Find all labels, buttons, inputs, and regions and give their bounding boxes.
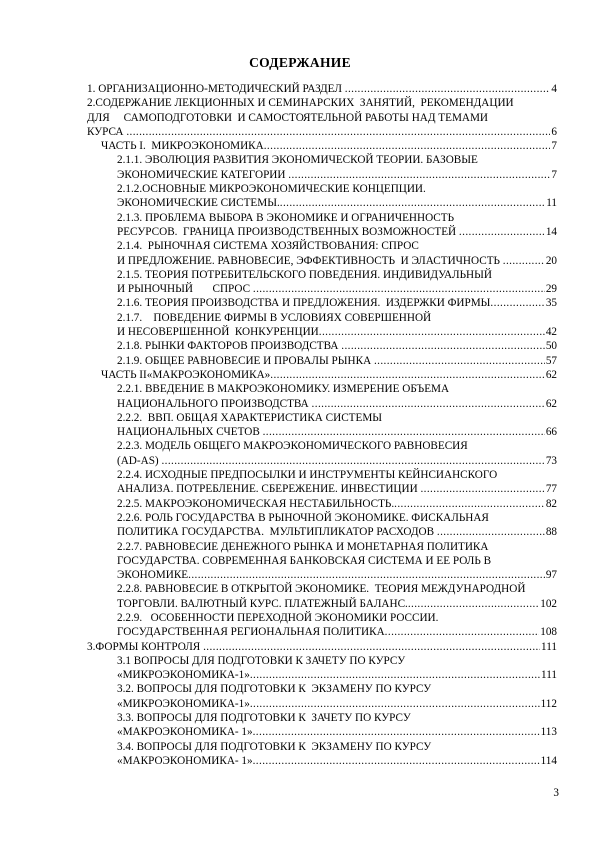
- toc-entry-line: [117, 725, 557, 739]
- toc-entry-line: [117, 153, 557, 167]
- toc-entry-text: 3.ФОРМЫ КОНТРОЛЯ: [87, 640, 204, 653]
- toc-entry-text: ТОРГОВЛИ. ВАЛЮТНЫЙ КУРС. ПЛАТЕЖНЫЙ БАЛАНС.: [117, 597, 408, 610]
- dot-leader: [280, 196, 545, 210]
- toc-entry-text: ДЛЯ САМОПОДГОТОВКИ И САМОСТОЯТЕЛЬНОЙ РАБОТЫ НАД ТЕМАМИ: [87, 111, 489, 124]
- toc-entry-line: [117, 439, 557, 453]
- dot-leader: [459, 225, 545, 239]
- dot-leader: [345, 82, 551, 96]
- toc-entry-line: [117, 354, 557, 368]
- toc-entry-line: [117, 282, 557, 296]
- dot-leader: [250, 668, 540, 682]
- toc-entry-line: [117, 254, 557, 268]
- toc-entry-line: [117, 468, 557, 482]
- toc-entry[interactable]: [117, 411, 557, 440]
- toc-entry-text: ГОСУДАРСТВЕННАЯ РЕГИОНАЛЬНАЯ ПОЛИТИКА: [117, 626, 385, 639]
- dot-leader: [503, 254, 545, 268]
- toc-entry-text: 2.1.4. РЫНОЧНАЯ СИСТЕМА ХОЗЯЙСТВОВАНИЯ: СПРОС: [117, 240, 419, 253]
- dot-leader: [203, 640, 540, 654]
- toc-page-number: 88: [545, 526, 557, 539]
- toc-entry[interactable]: [117, 239, 557, 268]
- toc-entry-text: НАЦИОНАЛЬНЫХ СЧЕТОВ: [117, 426, 263, 439]
- toc-entry[interactable]: [117, 654, 557, 683]
- toc-entry-text: ЭКОНОМИЧЕСКИЕ СИСТЕМЫ.: [117, 197, 280, 210]
- toc-entry[interactable]: [87, 640, 557, 654]
- toc-entry-text: И РЫНОЧНЫЙ СПРОС: [117, 283, 253, 296]
- table-of-contents: [87, 82, 557, 768]
- toc-entry-text: ПОЛИТИКА ГОСУДАРСТВА. МУЛЬТИПЛИКАТОР РАСХОДОВ: [117, 526, 437, 539]
- toc-entry[interactable]: [117, 540, 557, 583]
- toc-entry-text: НАЦИОНАЛЬНОГО ПРОИЗВОДСТВА: [117, 397, 312, 410]
- toc-entry-line: [117, 225, 557, 239]
- toc-entry-text: «МИКРОЭКОНОМИКА-1»: [117, 669, 250, 682]
- toc-page-number: 112: [540, 697, 557, 710]
- toc-entry-text: 2.2.7. РАВНОВЕСИЕ ДЕНЕЖНОГО РЫНКА И МОНЕТАРНАЯ ПОЛИТИКА: [117, 540, 489, 553]
- toc-page-number: 11: [546, 197, 557, 210]
- toc-entry-text: 2.1.1. ЭВОЛЮЦИЯ РАЗВИТИЯ ЭКОНОМИЧЕСКОЙ ТЕОРИИ. БАЗОВЫЕ: [117, 154, 478, 167]
- toc-entry[interactable]: [117, 311, 557, 340]
- toc-entry[interactable]: [117, 468, 557, 497]
- toc-entry-line: [117, 625, 557, 639]
- dot-leader: [341, 339, 545, 353]
- toc-page-number: 77: [545, 483, 557, 496]
- toc-entry-text: ГОСУДАРСТВА. СОВРЕМЕННАЯ БАНКОВСКАЯ СИСТЕМА И ЕЕ РОЛЬ В: [117, 554, 492, 567]
- toc-page-number: 114: [540, 754, 557, 767]
- toc-entry-text: 2.2.2. ВВП. ОБЩАЯ ХАРАКТЕРИСТИКА СИСТЕМЫ: [117, 411, 383, 424]
- toc-entry-line: [117, 196, 557, 210]
- toc-entry-line: [87, 96, 557, 110]
- toc-entry-line: [117, 397, 557, 411]
- toc-page-number: 29: [545, 283, 557, 296]
- toc-entry-line: [117, 268, 557, 282]
- dot-leader: [253, 754, 540, 768]
- toc-page-number: 66: [545, 426, 557, 439]
- toc-page-number: 6: [551, 125, 557, 138]
- toc-page-number: 35: [545, 297, 557, 310]
- toc-entry-text: «МАКРОЭКОНОМИКА- 1»: [117, 754, 253, 767]
- toc-entry-text: 3.1 ВОПРОСЫ ДЛЯ ПОДГОТОВКИ К ЗАЧЕТУ ПО КУРСУ: [117, 654, 406, 667]
- toc-entry[interactable]: [117, 740, 557, 769]
- toc-entry-text: ЭКОНОМИЧЕСКИЕ КАТЕГОРИИ: [117, 168, 289, 181]
- toc-entry-line: [117, 382, 557, 396]
- toc-entry-line: [117, 325, 557, 339]
- toc-page-number: 111: [541, 640, 557, 653]
- toc-entry-text: АНАЛИЗА. ПОТРЕБЛЕНИЕ. СБЕРЕЖЕНИЕ. ИНВЕСТИЦИИ: [117, 483, 421, 496]
- toc-page-number: 73: [545, 454, 557, 467]
- dot-leader: [319, 325, 545, 339]
- toc-entry[interactable]: [117, 339, 557, 353]
- toc-entry-text: «МИКРОЭКОНОМИКА-1»: [117, 697, 250, 710]
- toc-entry-text: «МАКРОЭКОНОМИКА- 1»: [117, 726, 253, 739]
- toc-entry-text: 2.2.3. МОДЕЛЬ ОБЩЕГО МАКРОЭКОНОМИЧЕСКОГО РАВНОВЕСИЯ: [117, 440, 468, 453]
- toc-entry-text: 2.1.7. ПОВЕДЕНИЕ ФИРМЫ В УСЛОВИЯХ СОВЕРШЕННОЙ: [117, 311, 432, 324]
- dot-leader: [250, 697, 540, 711]
- toc-entry-text: 2.СОДЕРЖАНИЕ ЛЕКЦИОННЫХ И СЕМИНАРСКИХ ЗАНЯТИЙ, РЕКОМЕНДАЦИИ: [87, 97, 514, 110]
- toc-entry-text: (AD-AS): [117, 454, 162, 467]
- toc-entry-line: [117, 568, 557, 582]
- toc-page-number: 7: [551, 140, 557, 153]
- dot-leader: [264, 139, 551, 153]
- toc-entry-line: [87, 640, 557, 654]
- dot-leader: [188, 568, 545, 582]
- toc-entry-line: [117, 668, 557, 682]
- toc-entry-line: [117, 611, 557, 625]
- dot-leader: [263, 425, 545, 439]
- toc-entry-text: 2.2.6. РОЛЬ ГОСУДАРСТВА В РЫНОЧНОЙ ЭКОНОМИКЕ. ФИСКАЛЬНАЯ: [117, 511, 489, 524]
- toc-entry[interactable]: [117, 439, 557, 468]
- toc-entry-text: ЧАСТЬ I. МИКРОЭКОНОМИКА: [101, 140, 264, 153]
- toc-page-number: 113: [540, 726, 557, 739]
- dot-leader: [420, 482, 544, 496]
- toc-entry-text: 3.4. ВОПРОСЫ ДЛЯ ПОДГОТОВКИ К ЭКЗАМЕНУ ПО КУРСУ: [117, 740, 432, 753]
- toc-entry-text: 2.1.8. РЫНКИ ФАКТОРОВ ПРОИЗВОДСТВА: [117, 340, 342, 353]
- toc-entry[interactable]: [101, 368, 557, 382]
- toc-page-number: 108: [540, 626, 557, 639]
- toc-entry-text: 1. ОРГАНИЗАЦИОННО-МЕТОДИЧЕСКИЙ РАЗДЕЛ: [87, 83, 345, 95]
- toc-entry-line: [117, 339, 557, 353]
- toc-entry-line: [117, 182, 557, 196]
- toc-entry-text: ЧАСТЬ II«МАКРОЭКОНОМИКА»: [101, 368, 271, 381]
- toc-page-number: 7: [551, 168, 557, 181]
- dot-leader: [126, 125, 550, 139]
- toc-page-number: 62: [545, 397, 557, 410]
- toc-entry[interactable]: [117, 382, 557, 411]
- toc-entry-text: КУРСА: [87, 125, 127, 138]
- toc-entry-text: 2.1.2.ОСНОВНЫЕ МИКРОЭКОНОМИЧЕСКИЕ КОНЦЕПЦИИ.: [117, 183, 426, 196]
- toc-entry-line: [117, 411, 557, 425]
- toc-entry-text: ЭКОНОМИКЕ: [117, 569, 189, 582]
- toc-entry-line: [117, 740, 557, 754]
- toc-entry-line: [117, 711, 557, 725]
- toc-page-number: 14: [545, 225, 557, 238]
- toc-entry[interactable]: [117, 182, 557, 211]
- toc-entry-line: [117, 296, 557, 310]
- dot-leader: [161, 454, 544, 468]
- toc-entry-line: [117, 540, 557, 554]
- toc-page-number: 42: [545, 326, 557, 339]
- toc-entry-text: И НЕСОВЕРШЕННОЙ КОНКУРЕНЦИИ: [117, 326, 319, 339]
- toc-entry-line: [117, 654, 557, 668]
- toc-entry[interactable]: [87, 82, 557, 96]
- toc-entry[interactable]: [117, 354, 557, 368]
- dot-leader: [394, 497, 545, 511]
- toc-entry[interactable]: [117, 153, 557, 182]
- toc-page-number: 111: [541, 669, 557, 682]
- toc-entry-line: [101, 368, 557, 382]
- page-number: 3: [553, 787, 559, 799]
- toc-entry-line: [117, 554, 557, 568]
- toc-entry-line: [117, 425, 557, 439]
- toc-page-number: 102: [540, 597, 557, 610]
- toc-entry-line: [117, 511, 557, 525]
- dot-leader: [288, 168, 550, 182]
- toc-entry[interactable]: [117, 582, 557, 611]
- toc-page-number: 20: [545, 254, 557, 267]
- toc-entry-text: 2.1.6. ТЕОРИЯ ПРОИЗВОДСТВА И ПРЕДЛОЖЕНИЯ. ИЗДЕРЖКИ ФИРМЫ: [117, 297, 491, 310]
- toc-entry[interactable]: [117, 268, 557, 297]
- toc-entry[interactable]: [117, 211, 557, 240]
- toc-entry-line: [117, 311, 557, 325]
- toc-entry-text: РЕСУРСОВ. ГРАНИЦА ПРОИЗВОДСТВЕННЫХ ВОЗМОЖНОСТЕЙ: [117, 225, 459, 238]
- toc-page-number: 97: [545, 569, 557, 582]
- toc-entry[interactable]: [117, 296, 557, 310]
- page-title: СОДЕРЖАНИЕ: [249, 55, 351, 70]
- dot-leader: [253, 725, 540, 739]
- toc-entry-line: [117, 497, 557, 511]
- toc-page-number: 62: [545, 368, 557, 381]
- toc-entry-line: [87, 111, 557, 125]
- toc-entry[interactable]: [117, 611, 557, 640]
- toc-entry-text: 3.2. ВОПРОСЫ ДЛЯ ПОДГОТОВКИ К ЭКЗАМЕНУ ПО КУРСУ: [117, 683, 432, 696]
- toc-entry-text: 2.2.1. ВВЕДЕНИЕ В МАКРОЭКОНОМИКУ. ИЗМЕРЕНИЕ ОБЪЕМА: [117, 383, 450, 396]
- dot-leader: [437, 525, 545, 539]
- dot-leader: [385, 625, 540, 639]
- toc-entry-line: [117, 454, 557, 468]
- toc-entry[interactable]: [117, 682, 557, 711]
- toc-page-number: 57: [545, 354, 557, 367]
- toc-entry-line: [117, 582, 557, 596]
- toc-entry-line: [117, 168, 557, 182]
- toc-entry-line: [117, 239, 557, 253]
- toc-entry-text: 2.2.9. ОСОБЕННОСТИ ПЕРЕХОДНОЙ ЭКОНОМИКИ РОССИИ.: [117, 611, 439, 624]
- toc-entry-text: 2.1.3. ПРОБЛЕМА ВЫБОРА В ЭКОНОМИКЕ И ОГРАНИЧЕННОСТЬ: [117, 211, 455, 224]
- toc-entry[interactable]: [101, 139, 557, 153]
- toc-entry-line: [117, 754, 557, 768]
- toc-entry-line: [117, 697, 557, 711]
- toc-entry[interactable]: [87, 96, 557, 139]
- toc-entry-text: 2.2.5. МАКРОЭКОНОМИЧЕСКАЯ НЕСТАБИЛЬНОСТЬ.: [117, 497, 395, 510]
- toc-entry-line: [101, 139, 557, 153]
- toc-entry[interactable]: [117, 711, 557, 740]
- toc-entry-text: И ПРЕДЛОЖЕНИЕ. РАВНОВЕСИЕ, ЭФФЕКТИВНОСТЬ И ЭЛАСТИЧНОСТЬ: [117, 254, 503, 267]
- toc-entry-line: [117, 211, 557, 225]
- toc-entry-line: [87, 82, 557, 96]
- toc-entry-text: 2.1.9. ОБЩЕЕ РАВНОВЕСИЕ И ПРОВАЛЫ РЫНКА: [117, 354, 374, 367]
- toc-entry[interactable]: [117, 497, 557, 511]
- toc-entry-line: [117, 682, 557, 696]
- dot-leader: [374, 354, 545, 368]
- toc-page-number: 4: [551, 83, 557, 95]
- toc-page-number: 50: [545, 340, 557, 353]
- dot-leader: [490, 296, 544, 310]
- toc-entry-line: [117, 525, 557, 539]
- toc-entry-text: 3.3. ВОПРОСЫ ДЛЯ ПОДГОТОВКИ К ЗАЧЕТУ ПО КУРСУ: [117, 712, 411, 725]
- dot-leader: [408, 597, 539, 611]
- toc-entry-text: 2.2.4. ИСХОДНЫЕ ПРЕДПОСЫЛКИ И ИНСТРУМЕНТЫ КЕЙНСИАНСКОГО: [117, 469, 498, 482]
- toc-entry-line: [87, 125, 557, 139]
- toc-entry[interactable]: [117, 511, 557, 540]
- dot-leader: [312, 397, 545, 411]
- toc-entry-text: 2.1.5. ТЕОРИЯ ПОТРЕБИТЕЛЬСКОГО ПОВЕДЕНИЯ. ИНДИВИДУАЛЬНЫЙ: [117, 268, 492, 281]
- dot-leader: [253, 282, 545, 296]
- toc-entry-line: [117, 597, 557, 611]
- toc-entry-line: [117, 482, 557, 496]
- dot-leader: [270, 368, 545, 382]
- toc-page-number: 82: [545, 497, 557, 510]
- toc-entry-text: 2.2.8. РАВНОВЕСИЕ В ОТКРЫТОЙ ЭКОНОМИКЕ. ТЕОРИЯ МЕЖДУНАРОДНОЙ: [117, 583, 526, 596]
